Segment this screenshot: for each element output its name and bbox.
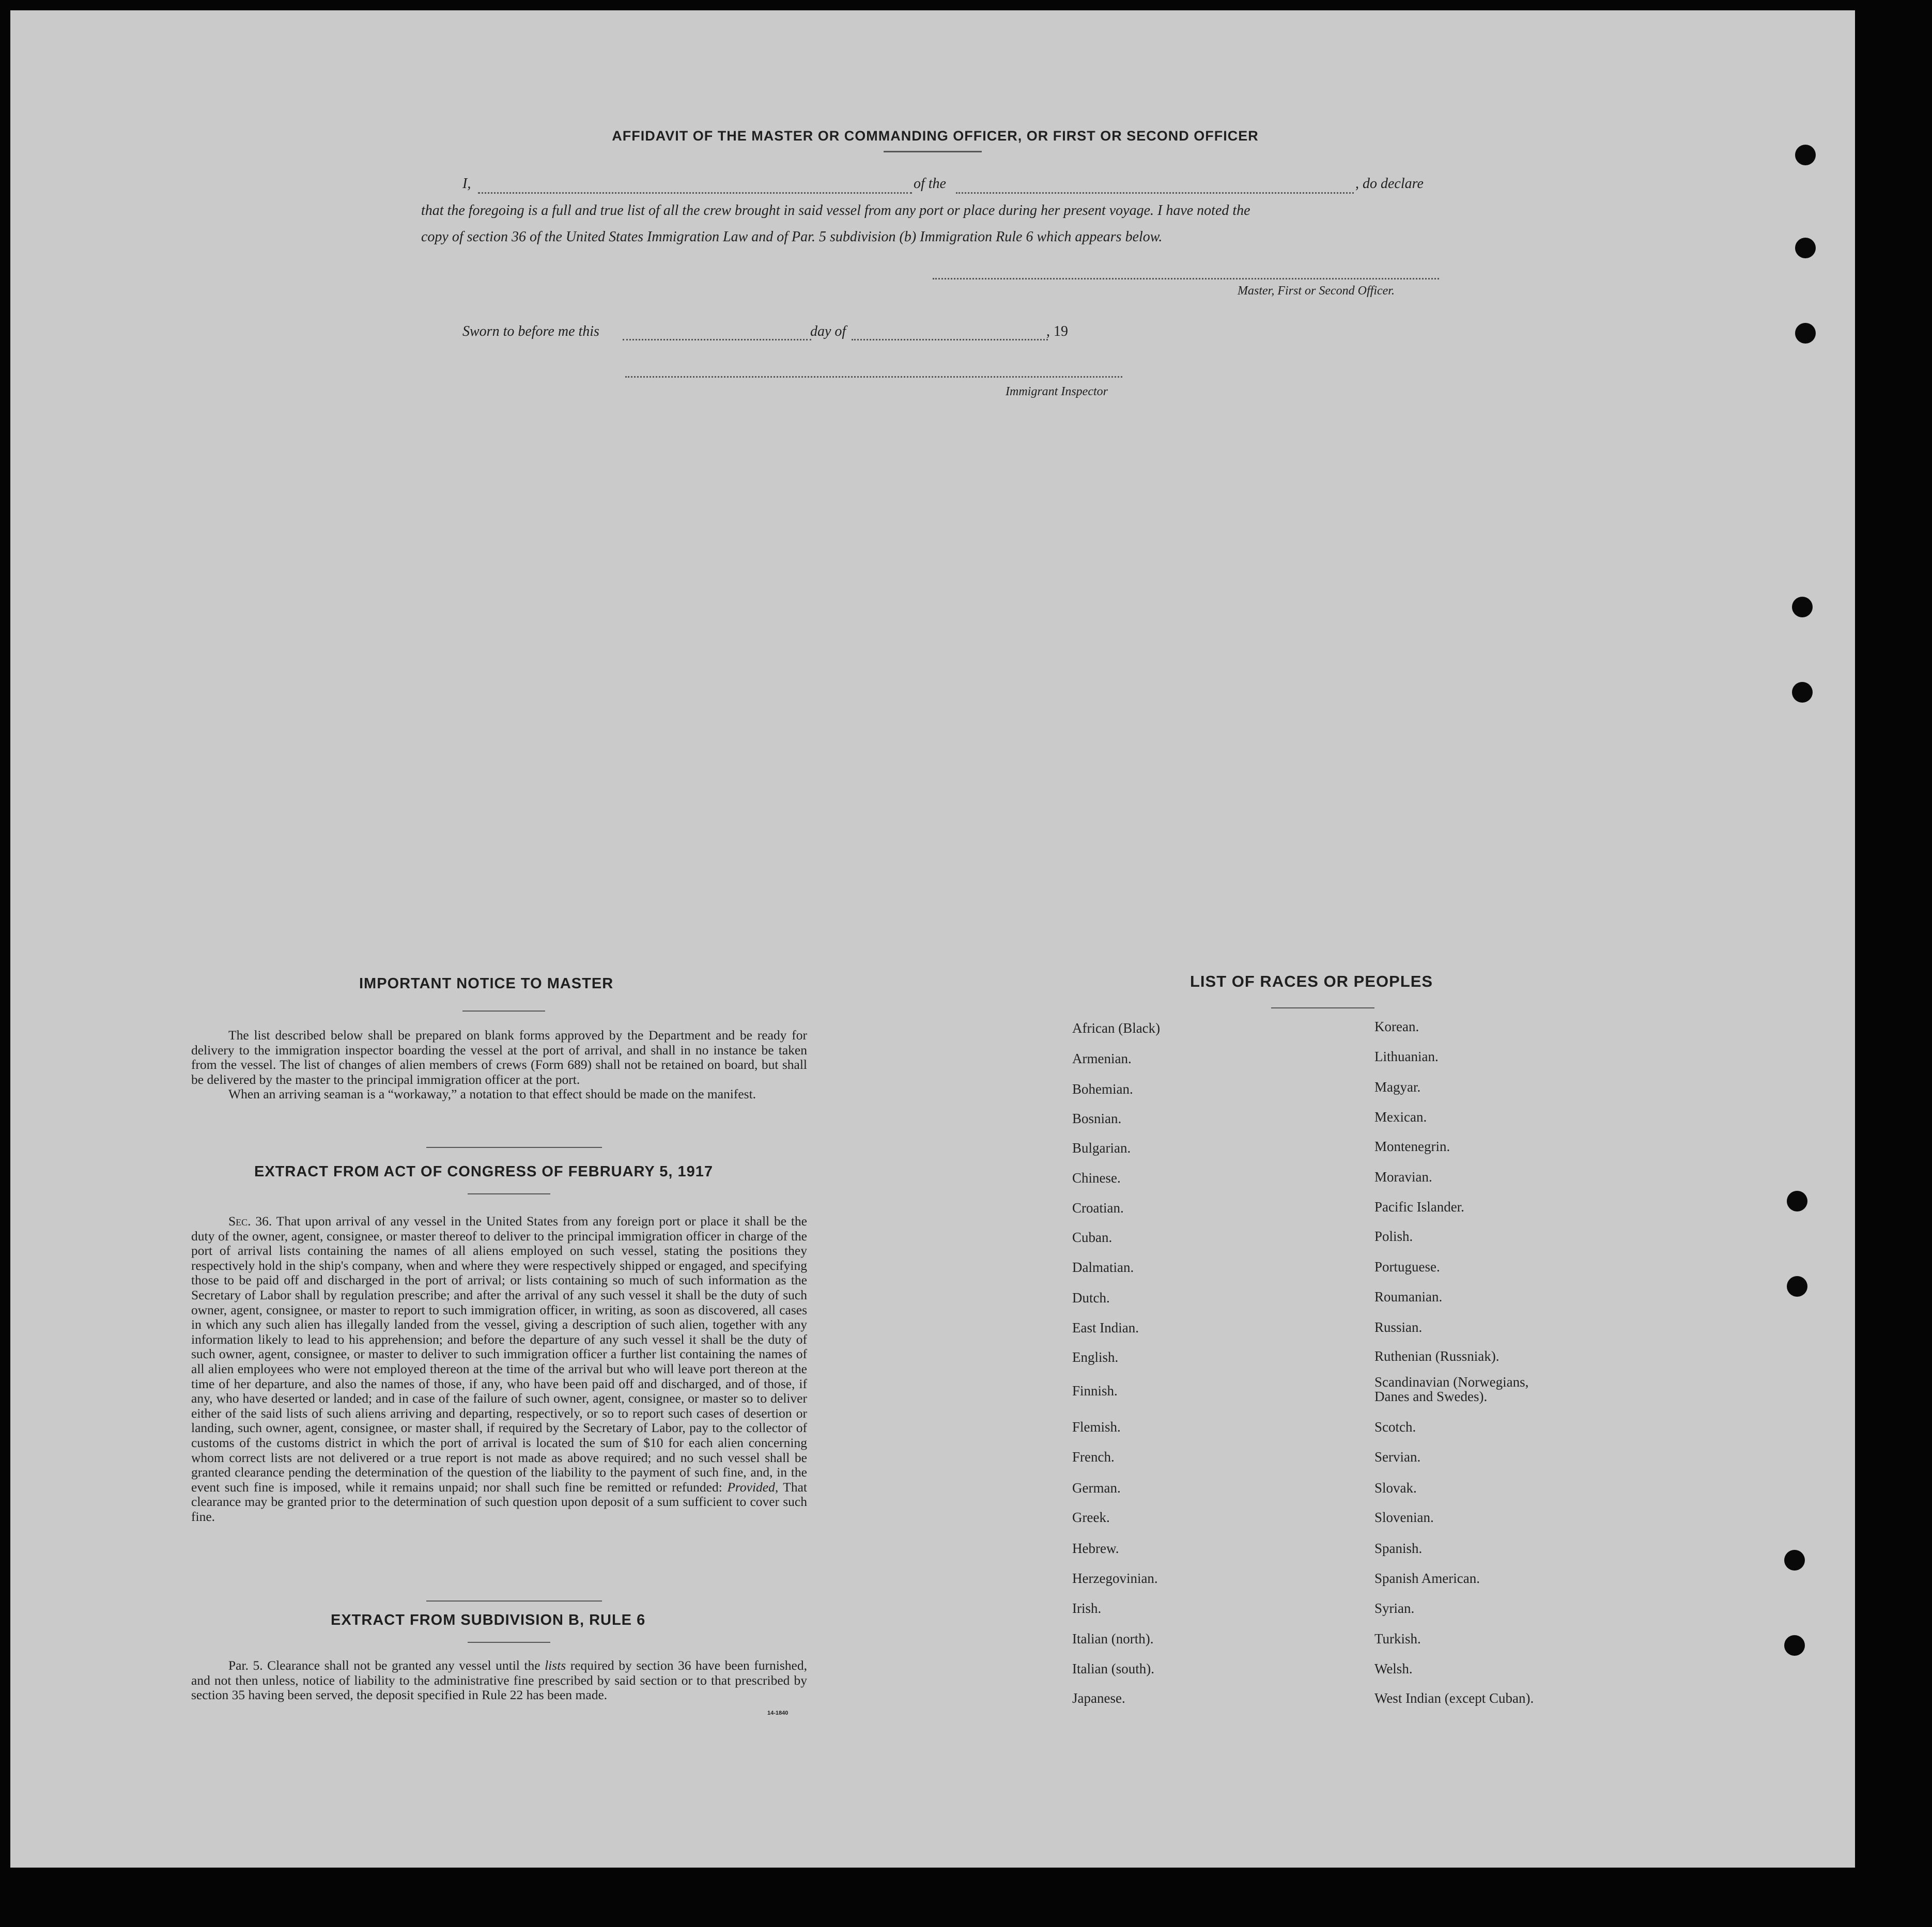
extract-rule-divider — [468, 1642, 550, 1643]
race-right-item: Pacific Islander. — [1374, 1199, 1464, 1215]
title-divider — [884, 151, 982, 152]
sworn-month-blank — [852, 339, 1048, 340]
lists-word: lists — [545, 1658, 566, 1673]
race-left-item: German. — [1072, 1480, 1121, 1496]
vessel-blank-line — [956, 192, 1354, 194]
binder-hole — [1787, 1276, 1807, 1297]
race-left-item: East Indian. — [1072, 1320, 1139, 1335]
race-left-item: Croatian. — [1072, 1200, 1124, 1216]
race-left-item: Armenian. — [1072, 1051, 1132, 1066]
officer-label: Master, First or Second Officer. — [1238, 284, 1395, 298]
rule-text-before: Par. 5. Clearance shall not be granted any vessel until the — [228, 1658, 540, 1673]
name-blank-line — [478, 192, 912, 194]
race-left-item: Cuban. — [1072, 1230, 1112, 1245]
inspector-signature-line — [625, 376, 1122, 378]
inspector-label: Immigrant Inspector — [1006, 385, 1108, 398]
affidavit-i: I, — [462, 176, 471, 192]
provided-word: Provided, — [727, 1479, 779, 1495]
notice-divider — [462, 1011, 545, 1012]
extract-act-body — [191, 1214, 807, 1524]
race-left-item: Chinese. — [1072, 1170, 1121, 1186]
race-right-item: Slovenian. — [1374, 1510, 1434, 1525]
sworn-year: , 19 — [1046, 323, 1068, 339]
race-left-item: English. — [1072, 1349, 1119, 1365]
race-right-item: Russian. — [1374, 1319, 1423, 1335]
race-right-item: Lithuanian. — [1374, 1049, 1439, 1064]
notice-title: IMPORTANT NOTICE TO MASTER — [359, 975, 614, 992]
extract-rule-title: EXTRACT FROM SUBDIVISION B, RULE 6 — [331, 1612, 646, 1628]
binder-hole — [1795, 145, 1816, 165]
race-left-item: Dutch. — [1072, 1290, 1110, 1306]
notice-paragraph-1: The list described below shall be prepared on blank forms approved by the Department and be ready for delivery to the immigration inspector boarding the vessel at the port of arrival, and shall in no instance be taken from the vessel. The list of changes of alien members of crews (Form 689) shall not be retained on board, but shall be delivered by the master to the principal immigration officer at the port. — [191, 1028, 807, 1087]
extract-act-title: EXTRACT FROM ACT OF CONGRESS OF FEBRUARY 5, 1917 — [254, 1163, 714, 1180]
extract-act-divider — [468, 1193, 550, 1194]
race-left-item: Italian (north). — [1072, 1631, 1154, 1646]
document-page — [10, 10, 1855, 1868]
race-left-item: Herzegovinian. — [1072, 1571, 1158, 1586]
race-left-item: Hebrew. — [1072, 1541, 1119, 1556]
race-left-item: African (Black) — [1072, 1020, 1161, 1036]
extract-rule-body — [191, 1658, 807, 1703]
affidavit-line-3: copy of section 36 of the United States Immigration Law and of Par. 5 subdivision (b) Immigration Rule 6 which appears below. — [421, 229, 1163, 245]
race-left-item: Italian (south). — [1072, 1661, 1154, 1676]
race-right-item: Scandinavian (Norwegians, — [1374, 1374, 1529, 1390]
races-title: LIST OF RACES OR PEOPLES — [1190, 972, 1433, 990]
race-left-item: Irish. — [1072, 1600, 1102, 1616]
race-left-item: Japanese. — [1072, 1690, 1125, 1706]
binder-hole — [1787, 1191, 1807, 1211]
binder-hole — [1795, 238, 1816, 258]
notice-body — [191, 1028, 807, 1102]
race-left-item: Bulgarian. — [1072, 1140, 1131, 1156]
sec-36-text: 36. That upon arrival of any vessel in the United States from any foreign port or place it shall be the duty of the owner, agent, consignee, or master thereof to deliver to the principal immigration officer in charge of the port of arrival lists containing the names of all aliens employed on such vessel, stating the positions they respectively hold in the ship's company, when and where they were respectively shipped or engaged, and specifying those to be paid off and discharged in the port of arrival; or lists containing so much of such information as the Secretary of Labor shall by regulation prescribe; and after the arrival of any such vessel it shall be the duty of such owner, agent, consignee, or master to report to such immigration officer, in writing, as soon as discovered, all cases in which any such alien has illegally landed from the vessel, giving a description of such alien, together with any information likely to lead to his apprehension; and before the departure of any such vessel it shall be the duty of such owner, agent, consignee, or master to deliver to such immigration officer a further list containing the names of all alien employees who were not employed thereon at the time of the arrival but who will leave port thereon at the time of her departure, and also the names of those, if any, who have been paid off and discharged, and of those, if any, who have deserted or landed; and in case of the failure of such owner, agent, consignee, or master so to deliver either of the said lists of such aliens arriving and departing, respectively, or so to report such cases of desertion or landing, such owner, agent, consignee, or master shall, if required by the Secretary of Labor, pay to the collector of customs of the customs district in which the port of arrival is located the sum of $10 for each alien concerning whom correct lists are not delivered or a true report is not made as above required; and no such vessel shall be granted clearance pending the determination of the question of the liability to the payment of such fine, and, in the event such fine is imposed, while it remains unpaid; nor shall such fine be remitted or refunded: — [191, 1214, 807, 1495]
binder-hole — [1784, 1550, 1805, 1571]
race-right-item: Spanish. — [1374, 1541, 1423, 1556]
race-right-item: Slovak. — [1374, 1480, 1417, 1496]
race-left-item: Flemish. — [1072, 1419, 1121, 1435]
race-right-item: Mexican. — [1374, 1109, 1427, 1125]
race-left-item: French. — [1072, 1449, 1115, 1465]
race-right-item: Scotch. — [1374, 1419, 1416, 1435]
race-right-scandinavian-line-2: Danes and Swedes). — [1374, 1389, 1488, 1404]
binder-hole — [1795, 323, 1816, 344]
affidavit-line-2: that the foregoing is a full and true list of all the crew brought in said vessel from any port or place during her present voyage. I have noted the — [421, 203, 1250, 219]
race-right-item: Portuguese. — [1374, 1259, 1440, 1275]
sworn-prefix: Sworn to before me this — [462, 323, 599, 339]
race-right-item: Polish. — [1374, 1229, 1413, 1244]
rule-text-after: required by section 36 have been furnished, and not then unless, notice of liability to the administrative fine prescribed by said section or to that prescribed by section 35 having been served, the deposit specified in Rule 22 has been made. — [191, 1658, 807, 1703]
race-left-item: Dalmatian. — [1072, 1260, 1134, 1275]
race-left-item: Greek. — [1072, 1510, 1110, 1525]
race-right-item: Ruthenian (Russniak). — [1374, 1348, 1500, 1364]
race-right-item: Moravian. — [1374, 1169, 1432, 1185]
officer-signature-line — [933, 278, 1439, 279]
race-right-item: Roumanian. — [1374, 1289, 1443, 1304]
races-divider — [1271, 1007, 1374, 1008]
form-number: 14-1840 — [767, 1710, 789, 1716]
binder-hole — [1792, 597, 1813, 617]
section-divider-2 — [426, 1600, 602, 1602]
race-right-item: Magyar. — [1374, 1079, 1421, 1095]
sec-label: Sec. — [228, 1214, 251, 1229]
binder-hole — [1784, 1635, 1805, 1656]
race-right-item: Syrian. — [1374, 1600, 1415, 1616]
section-divider-1 — [426, 1147, 602, 1148]
sworn-day-of: day of — [810, 323, 846, 339]
race-left-item: Bohemian. — [1072, 1081, 1133, 1097]
affidavit-title: AFFIDAVIT OF THE MASTER OR COMMANDING OFFICER, OR FIRST OR SECOND OFFICER — [612, 128, 1259, 144]
sworn-day-blank — [623, 339, 811, 340]
race-right-item: Spanish American. — [1374, 1571, 1480, 1586]
race-right-item: Korean. — [1374, 1019, 1419, 1034]
race-left-item: Finnish. — [1072, 1383, 1118, 1398]
race-right-item: West Indian (except Cuban). — [1374, 1690, 1534, 1706]
race-left-item: Bosnian. — [1072, 1111, 1122, 1126]
race-right-item: Servian. — [1374, 1449, 1421, 1465]
race-right-item: Welsh. — [1374, 1661, 1413, 1676]
sec-36-text-end: That clearance may be granted prior to the determination of such question upon deposit of a sum sufficient to cover such fine. — [191, 1479, 808, 1524]
affidavit-of-the: of the — [914, 176, 946, 192]
race-right-item: Turkish. — [1374, 1631, 1421, 1646]
binder-hole — [1792, 682, 1813, 703]
race-right-item: Montenegrin. — [1374, 1139, 1450, 1154]
notice-paragraph-2: When an arriving seaman is a “workaway,” a notation to that effect should be made on the manifest. — [228, 1086, 756, 1102]
affidavit-declare: , do declare — [1355, 176, 1424, 192]
